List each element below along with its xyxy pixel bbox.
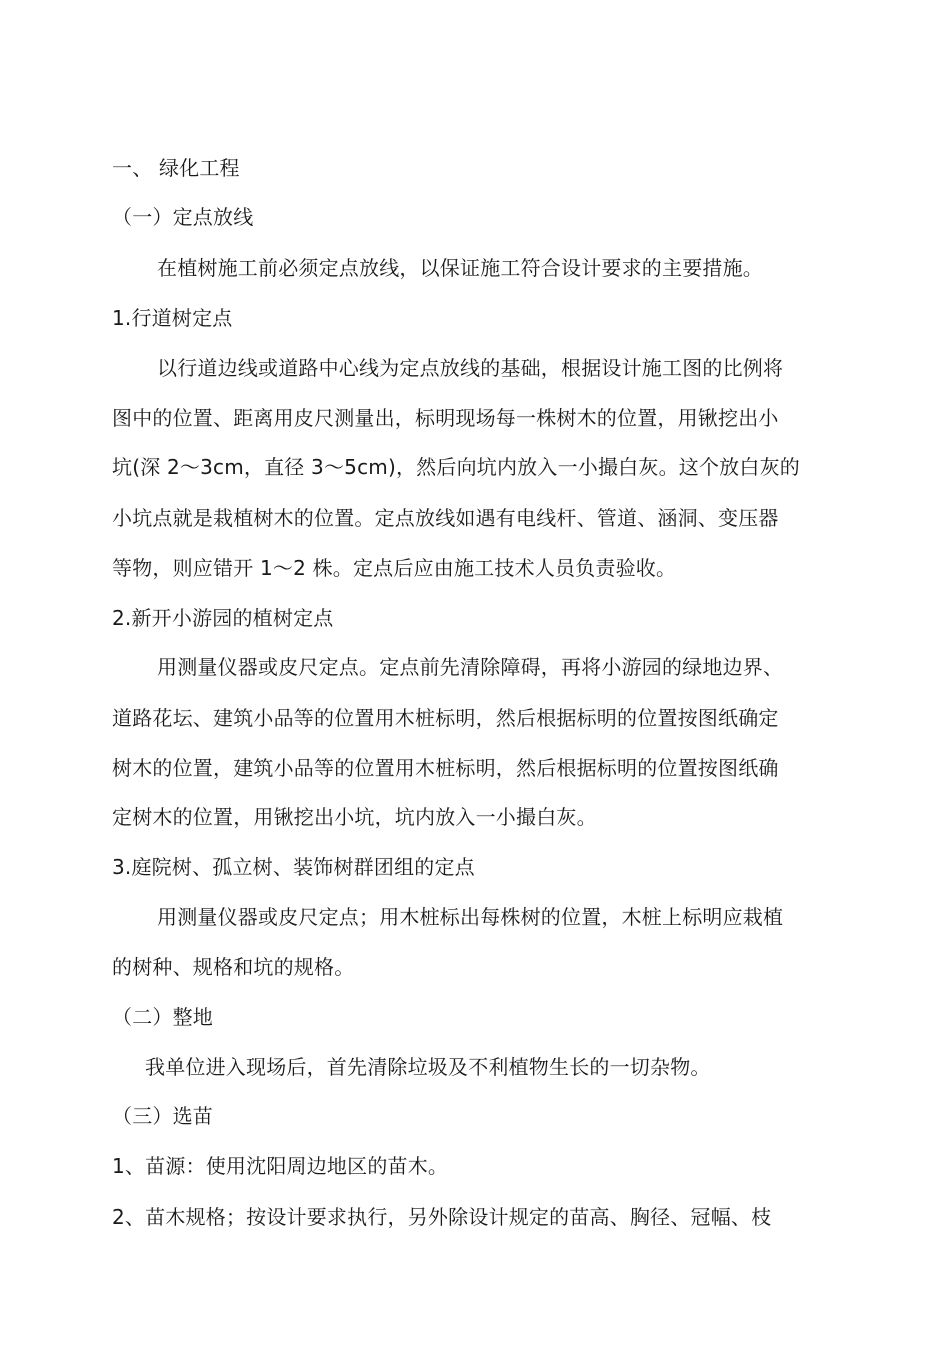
subsection-heading-grading: （二）整地 xyxy=(112,1005,213,1029)
item-heading-courtyard-trees: 3.庭院树、孤立树、装饰树群团组的定点 xyxy=(112,855,475,879)
paragraph-line: 定树木的位置，用锹挖出小坑，坑内放入一小撮白灰。 xyxy=(112,805,597,829)
paragraph-line: 坑(深 2～3cm，直径 3～5cm)，然后向坑内放入一小撮白灰。这个放白灰的 xyxy=(112,455,800,479)
paragraph-line: 道路花坛、建筑小品等的位置用木桩标明，然后根据标明的位置按图纸确定 xyxy=(112,706,779,730)
item-heading-small-garden: 2.新开小游园的植树定点 xyxy=(112,606,334,630)
list-item: 2、苗木规格；按设计要求执行，另外除设计规定的苗高、胸径、冠幅、枝 xyxy=(112,1205,772,1229)
subsection-heading-seedling-selection: （三）选苗 xyxy=(112,1104,213,1128)
paragraph-line: 树木的位置，建筑小品等的位置用木桩标明，然后根据标明的位置按图纸确 xyxy=(112,756,779,780)
paragraph-line: 等物，则应错开 1～2 株。定点后应由施工技术人员负责验收。 xyxy=(112,556,677,580)
item-heading-street-trees: 1.行道树定点 xyxy=(112,306,233,330)
paragraph-line: 图中的位置、距离用皮尺测量出，标明现场每一株树木的位置，用锹挖出小 xyxy=(112,406,779,430)
paragraph-line: 用测量仪器或皮尺定点。定点前先清除障碍，再将小游园的绿地边界、 xyxy=(157,655,784,679)
paragraph-line: 我单位进入现场后，首先清除垃圾及不利植物生长的一切杂物。 xyxy=(145,1055,711,1079)
paragraph-line: 的树种、规格和坑的规格。 xyxy=(112,955,355,979)
subsection-heading-staking: （一）定点放线 xyxy=(112,205,254,229)
section-heading-greening: 一、 绿化工程 xyxy=(112,156,240,180)
paragraph-line: 用测量仪器或皮尺定点；用木桩标出每株树的位置，木桩上标明应栽植 xyxy=(157,905,784,929)
paragraph-line: 以行道边线或道路中心线为定点放线的基础，根据设计施工图的比例将 xyxy=(157,356,784,380)
paragraph-line: 小坑点就是栽植树木的位置。定点放线如遇有电线杆、管道、涵洞、变压器 xyxy=(112,506,779,530)
paragraph-line: 在植树施工前必须定点放线，以保证施工符合设计要求的主要措施。 xyxy=(157,256,763,280)
list-item: 1、苗源：使用沈阳周边地区的苗木。 xyxy=(112,1154,449,1178)
